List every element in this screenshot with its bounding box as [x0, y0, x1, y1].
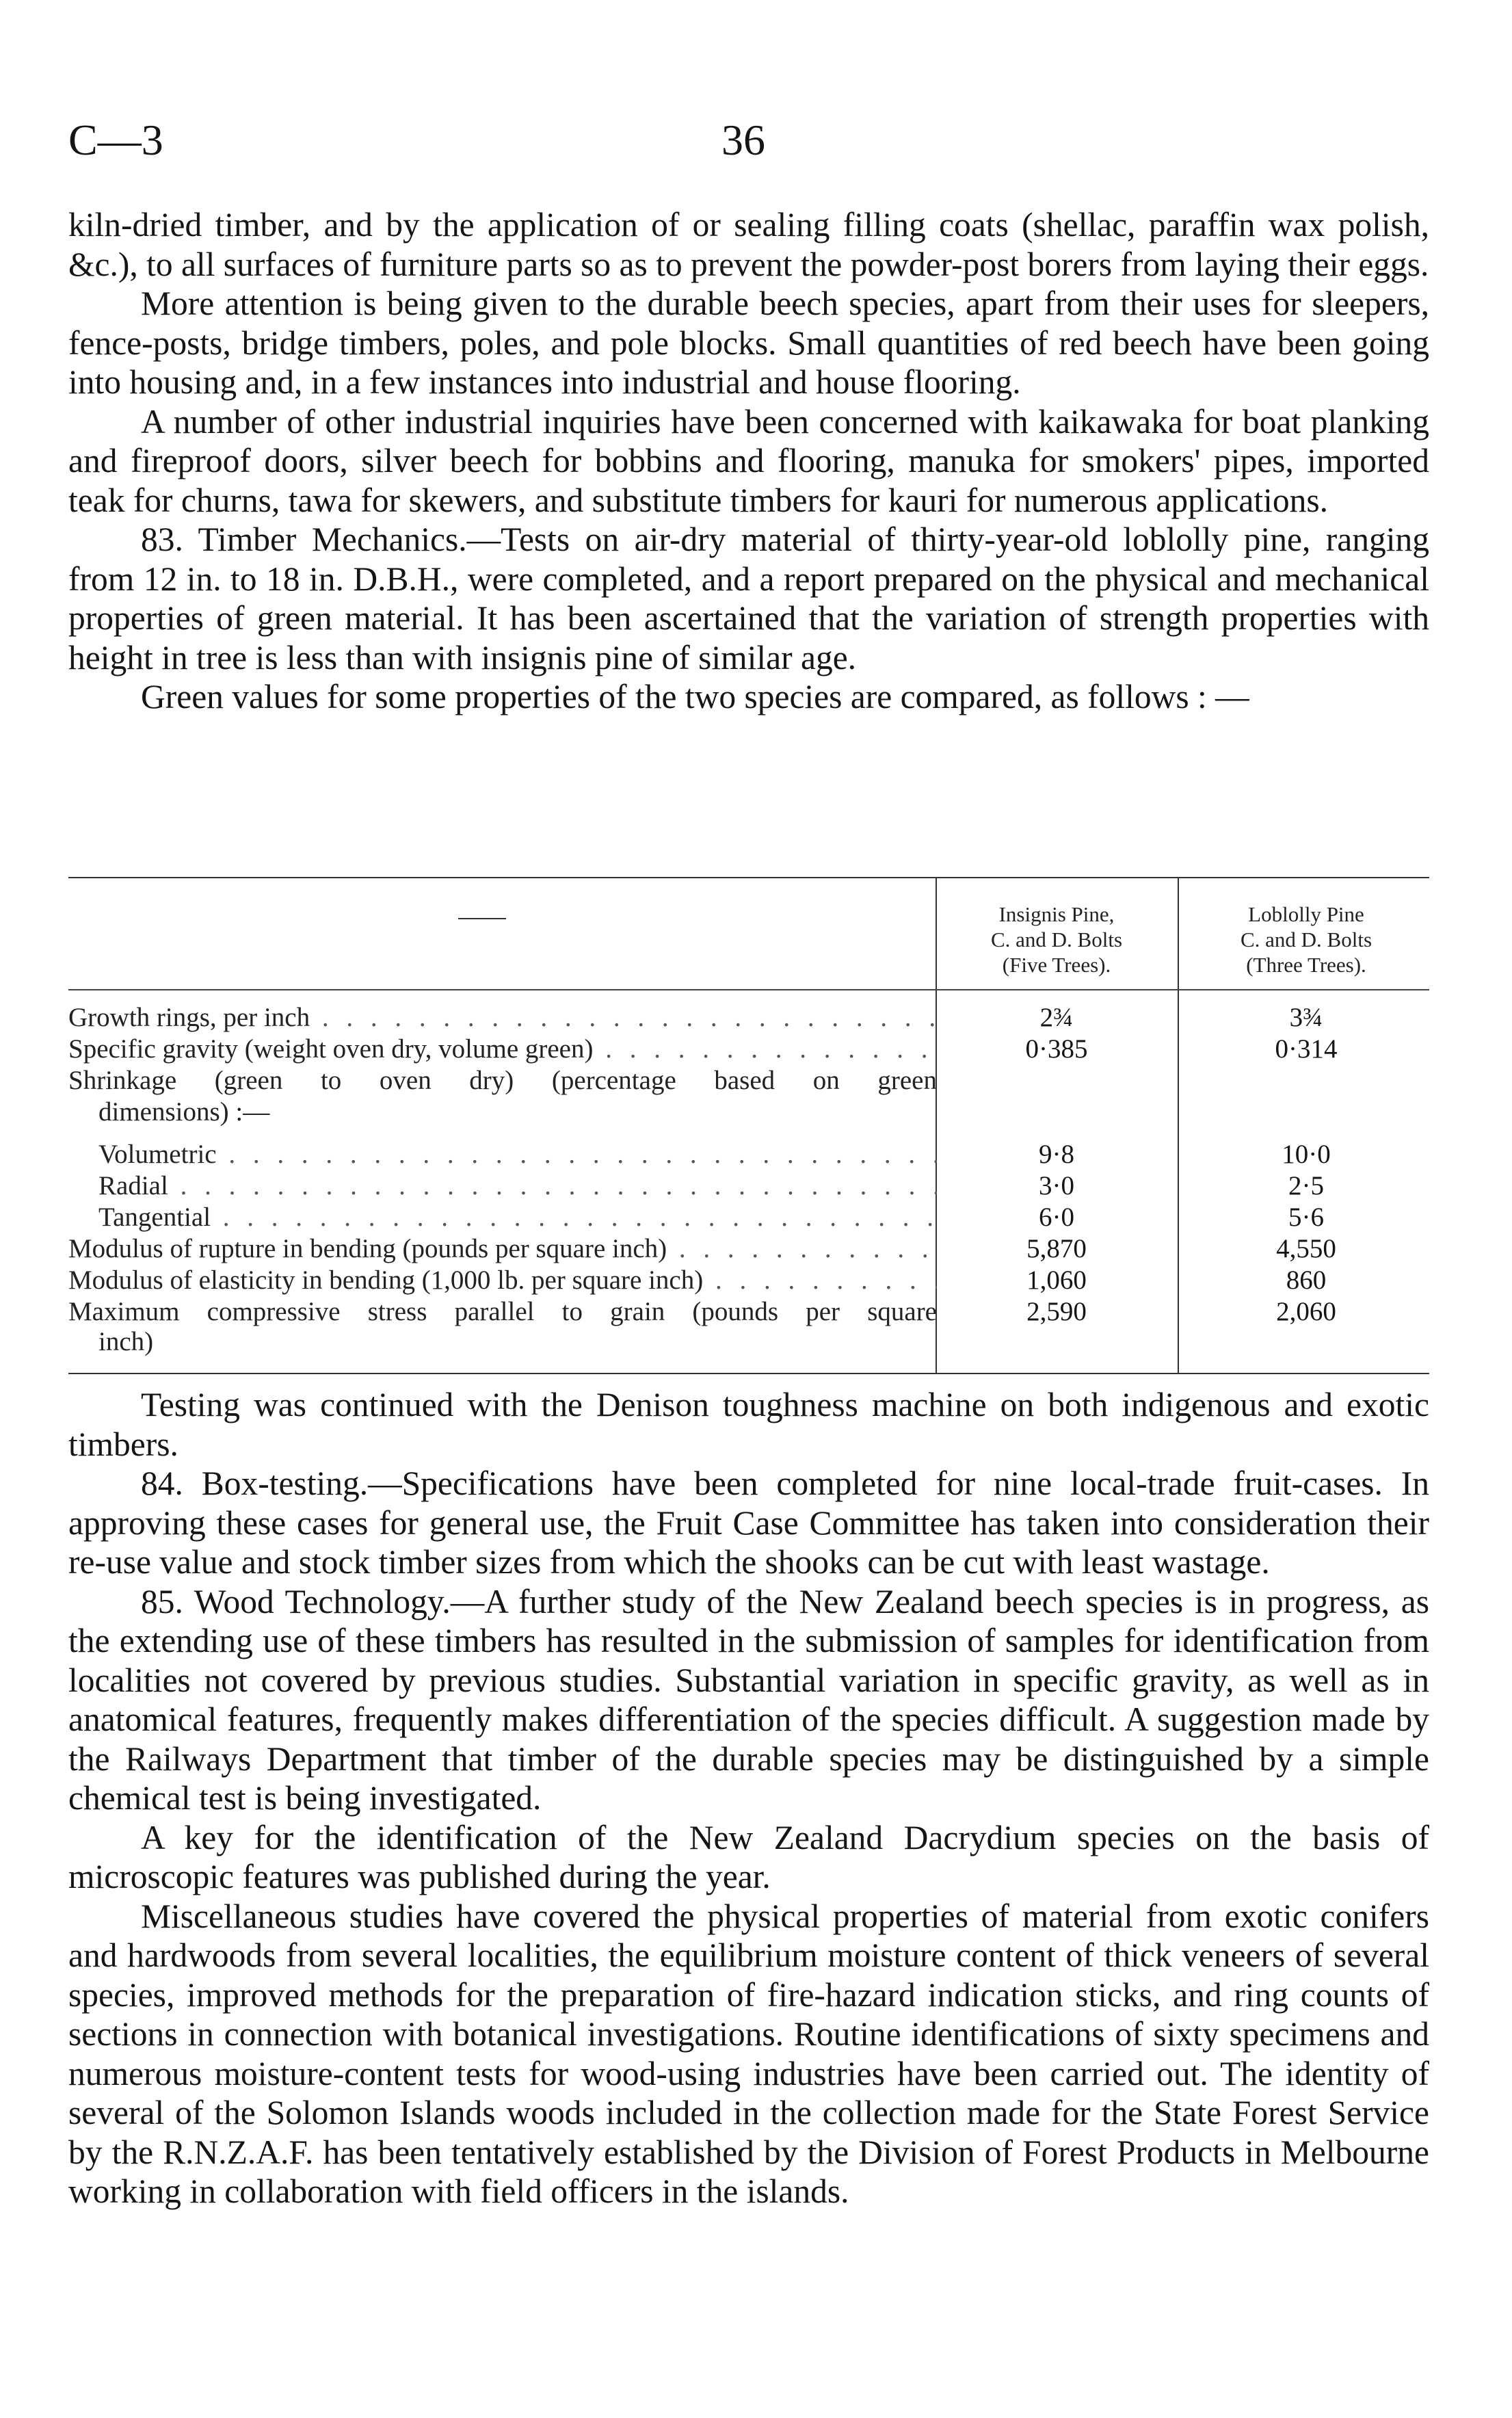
header-line: C. and D. Bolts: [1240, 928, 1372, 951]
header-line: Insignis Pine,: [998, 902, 1115, 926]
page-header: [68, 115, 1436, 176]
paragraph: kiln-dried timber, and by the application of or sealing filling coats (shellac, paraffin wax polish, &c.), to all surfaces of furniture parts so as to prevent the powder-post borers from laying their eggs.: [68, 206, 1429, 283]
column-header-insignis: [944, 902, 1169, 977]
row-label: Modulus of elasticity in bending (1,000 lb. per square inch) . . .: [68, 1265, 937, 1296]
table-row: [68, 1265, 1429, 1296]
body-text-top: [68, 205, 1429, 717]
loblolly-value: 10·0: [1282, 1140, 1331, 1169]
document-code: C—3: [68, 116, 163, 164]
row-label: Volumetric . . .: [98, 1140, 937, 1170]
row-label: Growth rings, per inch . . .: [68, 1003, 937, 1033]
row-label: Maximum compressive stress parallel to grain (pounds per square: [68, 1297, 937, 1326]
row-label: Modulus of rupture in bending (pounds per square inch) . . .: [68, 1234, 937, 1264]
paragraph: More attention is being given to the durable beech species, apart from their uses for sleepers, fence-posts, bridge timbers, poles, and pole blocks. Small quantities of red beech have been going into housing and, in a few instances into industrial and house flooring.: [68, 285, 1429, 401]
body-text-bottom: [68, 1385, 1429, 2211]
header-line: Loblolly Pine: [1248, 902, 1364, 926]
header-rule: [68, 989, 1429, 990]
table-row: [68, 1140, 1429, 1170]
insignis-value: 3·0: [1039, 1171, 1074, 1200]
table-row: [68, 1297, 1429, 1327]
header-line: (Five Trees).: [1002, 953, 1111, 977]
table-row: [68, 1003, 1429, 1033]
row-label: Specific gravity (weight oven dry, volume green) . . .: [68, 1034, 937, 1064]
page-number: 36: [721, 116, 765, 164]
insignis-value: 5,870: [1026, 1234, 1087, 1263]
paragraph-table-intro: Green values for some properties of the two species are compared, as follows : —: [141, 678, 1249, 715]
loblolly-value: 2·5: [1288, 1171, 1324, 1200]
row-label: inch): [98, 1327, 154, 1356]
insignis-value: 6·0: [1039, 1203, 1074, 1232]
paragraph: A key for the identification of the New Zealand Dacrydium species on the basis of microscopic features was published during the year.: [68, 1818, 1429, 1895]
paragraph-timber-mechanics: 83. Timber Mechanics.—Tests on air-dry material of thirty-year-old loblolly pine, ranging from 12 in. to 18 in. D.B.H., were completed, and a report prepared on the physical and mechanical properties of green material. It has been ascertained that the variation of strength properties with height in tree is less than with insignis pine of similar age.: [68, 521, 1429, 676]
table-row: [68, 1034, 1429, 1064]
loblolly-value: 3¾: [1289, 1003, 1323, 1032]
table-row: [68, 1097, 1429, 1127]
insignis-value: 1,060: [1026, 1265, 1087, 1295]
loblolly-value: 4,550: [1276, 1234, 1336, 1263]
row-label: Radial . . .: [98, 1171, 937, 1201]
table-row: [68, 1171, 1429, 1201]
header-line: C. and D. Bolts: [990, 928, 1123, 951]
table-row: [68, 1203, 1429, 1233]
paragraph-box-testing: 84. Box-testing.—Specifications have been completed for nine local-trade fruit-cases. In approving these cases for general use, the Fruit Case Committee has taken into consideration their re-use value and stock timber sizes from which the shooks can be cut with least wastage.: [68, 1464, 1429, 1581]
loblolly-value: 2,060: [1276, 1297, 1336, 1326]
insignis-value: 2,590: [1026, 1297, 1087, 1326]
insignis-value: 0·385: [1025, 1034, 1088, 1064]
row-label: Shrinkage (green to oven dry) (percentage based on green: [68, 1066, 937, 1095]
row-label: dimensions) :—: [98, 1097, 270, 1127]
insignis-value: 2¾: [1039, 1003, 1074, 1032]
table-row: [68, 1066, 1429, 1096]
row-label: Tangential . . .: [98, 1203, 937, 1233]
table-row: [68, 1327, 1429, 1357]
column-header-loblolly: [1190, 902, 1422, 977]
paragraph: A number of other industrial inquiries have been concerned with kaikawaka for boat planking and fireproof doors, silver beech for bobbins and flooring, manuka for smokers' pipes, imported teak for churns, tawa for skewers, and substitute timbers for kauri for numerous applications.: [68, 402, 1429, 519]
loblolly-value: 860: [1286, 1265, 1327, 1295]
insignis-value: 9·8: [1039, 1140, 1074, 1169]
loblolly-value: 0·314: [1275, 1034, 1338, 1064]
empty-column-header: [458, 918, 506, 919]
paragraph: Testing was continued with the Denison toughness machine on both indigenous and exotic timbers.: [68, 1386, 1429, 1463]
table-row: [68, 1234, 1429, 1264]
paragraph-wood-technology: 85. Wood Technology.—A further study of the New Zealand beech species is in progress, as the extending use of these timbers has resulted in the submission of samples for identification from localities not covered by previous studies. Substantial variation in specific gravity, as well as in anatomical features, frequently makes differentiation of the species difficult. A suggestion made by the Railways Department that timber of the durable species may be distinguished by a simple chemical test is being investigated.: [68, 1582, 1429, 1817]
comparison-table: [68, 877, 1429, 1374]
paragraph: Miscellaneous studies have covered the physical properties of material from exotic conifers and hardwoods from several localities, the equilibrium moisture content of thick veneers of several species, improved methods for the preparation of fire-hazard indication sticks, and ring counts of sections in connection with botanical investigations. Routine identifications of sixty specimens and numerous moisture-content tests for wood-using industries have been carried out. The identity of several of the Solomon Islands woods included in the collection made for the State Forest Service by the R.N.Z.A.F. has been tentatively established by the Division of Forest Products in Melbourne working in collaboration with field officers in the islands.: [68, 1897, 1429, 2210]
header-line: (Three Trees).: [1246, 953, 1366, 977]
loblolly-value: 5·6: [1288, 1203, 1324, 1232]
